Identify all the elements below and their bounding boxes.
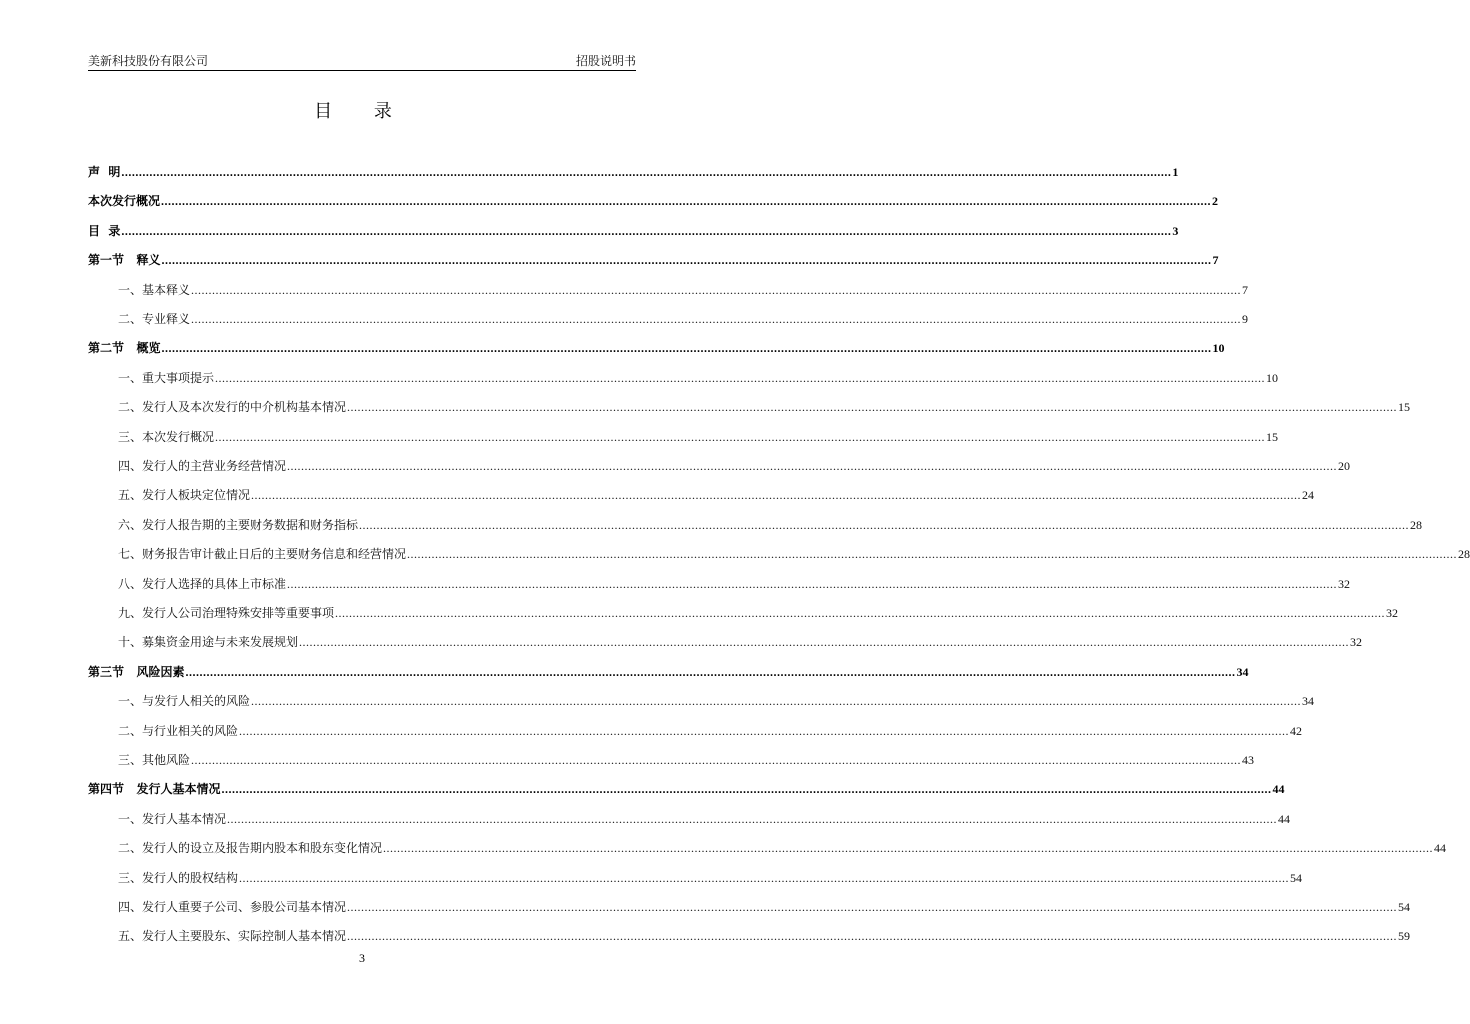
- toc-dot-leader: ............................................................................................................................................................................................................................................................................................................: [287, 459, 1338, 473]
- toc-entry-page: 7: [1242, 282, 1249, 297]
- toc-dot-leader: ............................................................................................................................................................................................................................................................................................................: [299, 635, 1350, 650]
- toc-entry-label: 二、与行业相关的风险: [118, 723, 239, 738]
- toc-entry-page: 10: [1212, 341, 1225, 356]
- toc-entry[interactable]: [88, 751, 1255, 771]
- toc-entry-label: 四、发行人的主营业务经营情况: [118, 459, 287, 473]
- toc-entry[interactable]: [88, 810, 1291, 830]
- toc-entry[interactable]: [88, 192, 1219, 212]
- toc-entry[interactable]: [88, 692, 1315, 712]
- toc-entry[interactable]: [88, 839, 1447, 859]
- toc-dot-leader: ............................................................................................................................................................................................................................................................................................................: [161, 341, 1212, 356]
- toc-entry-label: 二、发行人的设立及报告期内股本和股东变化情况: [118, 841, 383, 856]
- toc-dot-leader: ............................................................................................................................................................................................................................................................................................................: [121, 223, 1172, 238]
- toc-entry-label: 一、发行人基本情况: [118, 811, 227, 826]
- toc-entry-page: 34: [1302, 694, 1315, 709]
- toc-entry-page: 43: [1242, 753, 1255, 767]
- toc-entry-label: 二、专业释义: [118, 312, 191, 326]
- toc-dot-leader: ............................................................................................................................................................................................................................................................................................................: [335, 606, 1386, 620]
- toc-entry-page: 59: [1398, 929, 1411, 944]
- company-name: 美新科技股份有限公司: [88, 54, 209, 68]
- toc-entry-page: 7: [1212, 253, 1219, 268]
- toc-entry-page: 54: [1398, 900, 1411, 914]
- toc-entry[interactable]: [88, 898, 1411, 918]
- toc-entry-page: 32: [1350, 635, 1363, 650]
- toc-entry-label: 三、其他风险: [118, 753, 191, 767]
- toc-entry-label: 三、发行人的股权结构: [118, 870, 239, 885]
- toc-dot-leader: ............................................................................................................................................................................................................................................................................................................: [191, 312, 1242, 326]
- toc-entry-page: 15: [1266, 429, 1279, 444]
- toc-dot-leader: ............................................................................................................................................................................................................................................................................................................: [239, 870, 1290, 885]
- toc-entry-label: 一、重大事项提示: [118, 370, 215, 385]
- toc-entry-label: 六、发行人报告期的主要财务数据和财务指标: [118, 517, 359, 532]
- toc-entry[interactable]: [88, 457, 1351, 477]
- toc-entry-label: 五、发行人板块定位情况: [118, 488, 251, 503]
- toc-dot-leader: ............................................................................................................................................................................................................................................................................................................: [347, 929, 1398, 944]
- toc-entry-page: 9: [1242, 312, 1249, 326]
- toc-dot-leader: ............................................................................................................................................................................................................................................................................................................: [287, 576, 1338, 591]
- toc-dot-leader: ............................................................................................................................................................................................................................................................................................................: [359, 517, 1410, 532]
- toc-entry[interactable]: [88, 575, 1351, 595]
- toc-entry-page: 1: [1172, 165, 1179, 179]
- toc-entry[interactable]: [88, 163, 1179, 183]
- toc-entry[interactable]: [88, 428, 1279, 448]
- toc-entry[interactable]: [88, 251, 1219, 271]
- document-type: 招股说明书: [575, 54, 636, 68]
- toc-entry-label: 十、募集资金用途与未来发展规划: [118, 635, 299, 650]
- toc-entry[interactable]: [88, 780, 1285, 800]
- toc-dot-leader: ............................................................................................................................................................................................................................................................................................................: [221, 782, 1272, 797]
- toc-dot-leader: ............................................................................................................................................................................................................................................................................................................: [215, 429, 1266, 444]
- toc-entry[interactable]: [88, 339, 1225, 359]
- toc-entry-page: 2: [1212, 194, 1219, 209]
- toc-entry-label: 九、发行人公司治理特殊安排等重要事项: [118, 606, 335, 620]
- toc-entry-label: 第四节 发行人基本情况: [88, 782, 221, 797]
- toc-entry-label: 第三节 风险因素: [88, 664, 185, 679]
- toc-entry-label: 目 录: [88, 223, 121, 238]
- toc-entry[interactable]: [88, 281, 1249, 301]
- toc-entry[interactable]: [88, 310, 1249, 330]
- toc-entry-label: 本次发行概况: [88, 194, 161, 209]
- toc-dot-leader: ............................................................................................................................................................................................................................................................................................................: [239, 723, 1290, 738]
- toc-entry-page: 20: [1338, 459, 1351, 473]
- toc-dot-leader: ............................................................................................................................................................................................................................................................................................................: [251, 488, 1302, 503]
- toc-entry[interactable]: [88, 869, 1303, 889]
- toc-entry[interactable]: [88, 604, 1399, 624]
- toc-entry-label: 二、发行人及本次发行的中介机构基本情况: [118, 400, 347, 415]
- toc-entry-page: 3: [1172, 223, 1179, 238]
- toc-entry-page: 34: [1236, 664, 1249, 679]
- toc-entry[interactable]: [88, 927, 1411, 947]
- toc-dot-leader: ............................................................................................................................................................................................................................................................................................................: [347, 900, 1398, 914]
- toc-entry-label: 第一节 释义: [88, 253, 161, 268]
- toc-entry-page: 24: [1302, 488, 1315, 503]
- toc-entry-page: 44: [1434, 841, 1447, 856]
- toc-entry-label: 一、基本释义: [118, 282, 191, 297]
- toc-dot-leader: ............................................................................................................................................................................................................................................................................................................: [191, 753, 1242, 767]
- toc-dot-leader: ............................................................................................................................................................................................................................................................................................................: [215, 370, 1266, 385]
- toc-entry-page: 10: [1266, 370, 1279, 385]
- toc-entry-page: 28: [1458, 547, 1470, 562]
- toc-dot-leader: ............................................................................................................................................................................................................................................................................................................: [407, 547, 1458, 562]
- toc-entry[interactable]: [88, 398, 1411, 418]
- toc-dot-leader: ............................................................................................................................................................................................................................................................................................................: [383, 841, 1434, 856]
- toc-entry[interactable]: [88, 722, 1303, 742]
- page-number: 3: [359, 951, 365, 965]
- toc-entry-label: 三、本次发行概况: [118, 429, 215, 444]
- toc-entry-label: 一、与发行人相关的风险: [118, 694, 251, 709]
- toc-entry[interactable]: [88, 545, 1470, 565]
- toc-dot-leader: ............................................................................................................................................................................................................................................................................................................: [121, 165, 1172, 179]
- toc-entry[interactable]: [88, 663, 1249, 683]
- toc-entry-label: 七、财务报告审计截止日后的主要财务信息和经营情况: [118, 547, 407, 562]
- toc-entry[interactable]: [88, 369, 1279, 389]
- toc-dot-leader: ............................................................................................................................................................................................................................................................................................................: [185, 664, 1236, 679]
- toc-dot-leader: ............................................................................................................................................................................................................................................................................................................: [251, 694, 1302, 709]
- toc-entry-label: 声 明: [88, 165, 121, 179]
- running-header: [88, 50, 636, 71]
- toc-entry-page: 28: [1410, 517, 1423, 532]
- toc-entry-page: 54: [1290, 870, 1303, 885]
- toc-entry-label: 八、发行人选择的具体上市标准: [118, 576, 287, 591]
- toc-entry-label: 四、发行人重要子公司、参股公司基本情况: [118, 900, 347, 914]
- toc-entry-label: 五、发行人主要股东、实际控制人基本情况: [118, 929, 347, 944]
- toc-entry-label: 第二节 概览: [88, 341, 161, 356]
- toc-title: 目 录: [314, 101, 410, 122]
- toc-entry[interactable]: [88, 516, 1423, 536]
- toc-entry-page: 44: [1272, 782, 1285, 797]
- toc-dot-leader: ............................................................................................................................................................................................................................................................................................................: [161, 253, 1212, 268]
- toc-dot-leader: ............................................................................................................................................................................................................................................................................................................: [161, 194, 1212, 209]
- toc-entry-page: 42: [1290, 723, 1303, 738]
- toc-entry[interactable]: [88, 222, 1179, 242]
- toc-entry-page: 15: [1398, 400, 1411, 415]
- toc-entry-page: 44: [1278, 811, 1291, 826]
- toc-entry[interactable]: [88, 486, 1315, 506]
- toc-entry[interactable]: [88, 633, 1363, 653]
- toc-entry-page: 32: [1338, 576, 1351, 591]
- toc-dot-leader: ............................................................................................................................................................................................................................................................................................................: [347, 400, 1398, 415]
- toc-dot-leader: ............................................................................................................................................................................................................................................................................................................: [227, 811, 1278, 826]
- toc-dot-leader: ............................................................................................................................................................................................................................................................................................................: [191, 282, 1242, 297]
- toc-entry-page: 32: [1386, 606, 1399, 620]
